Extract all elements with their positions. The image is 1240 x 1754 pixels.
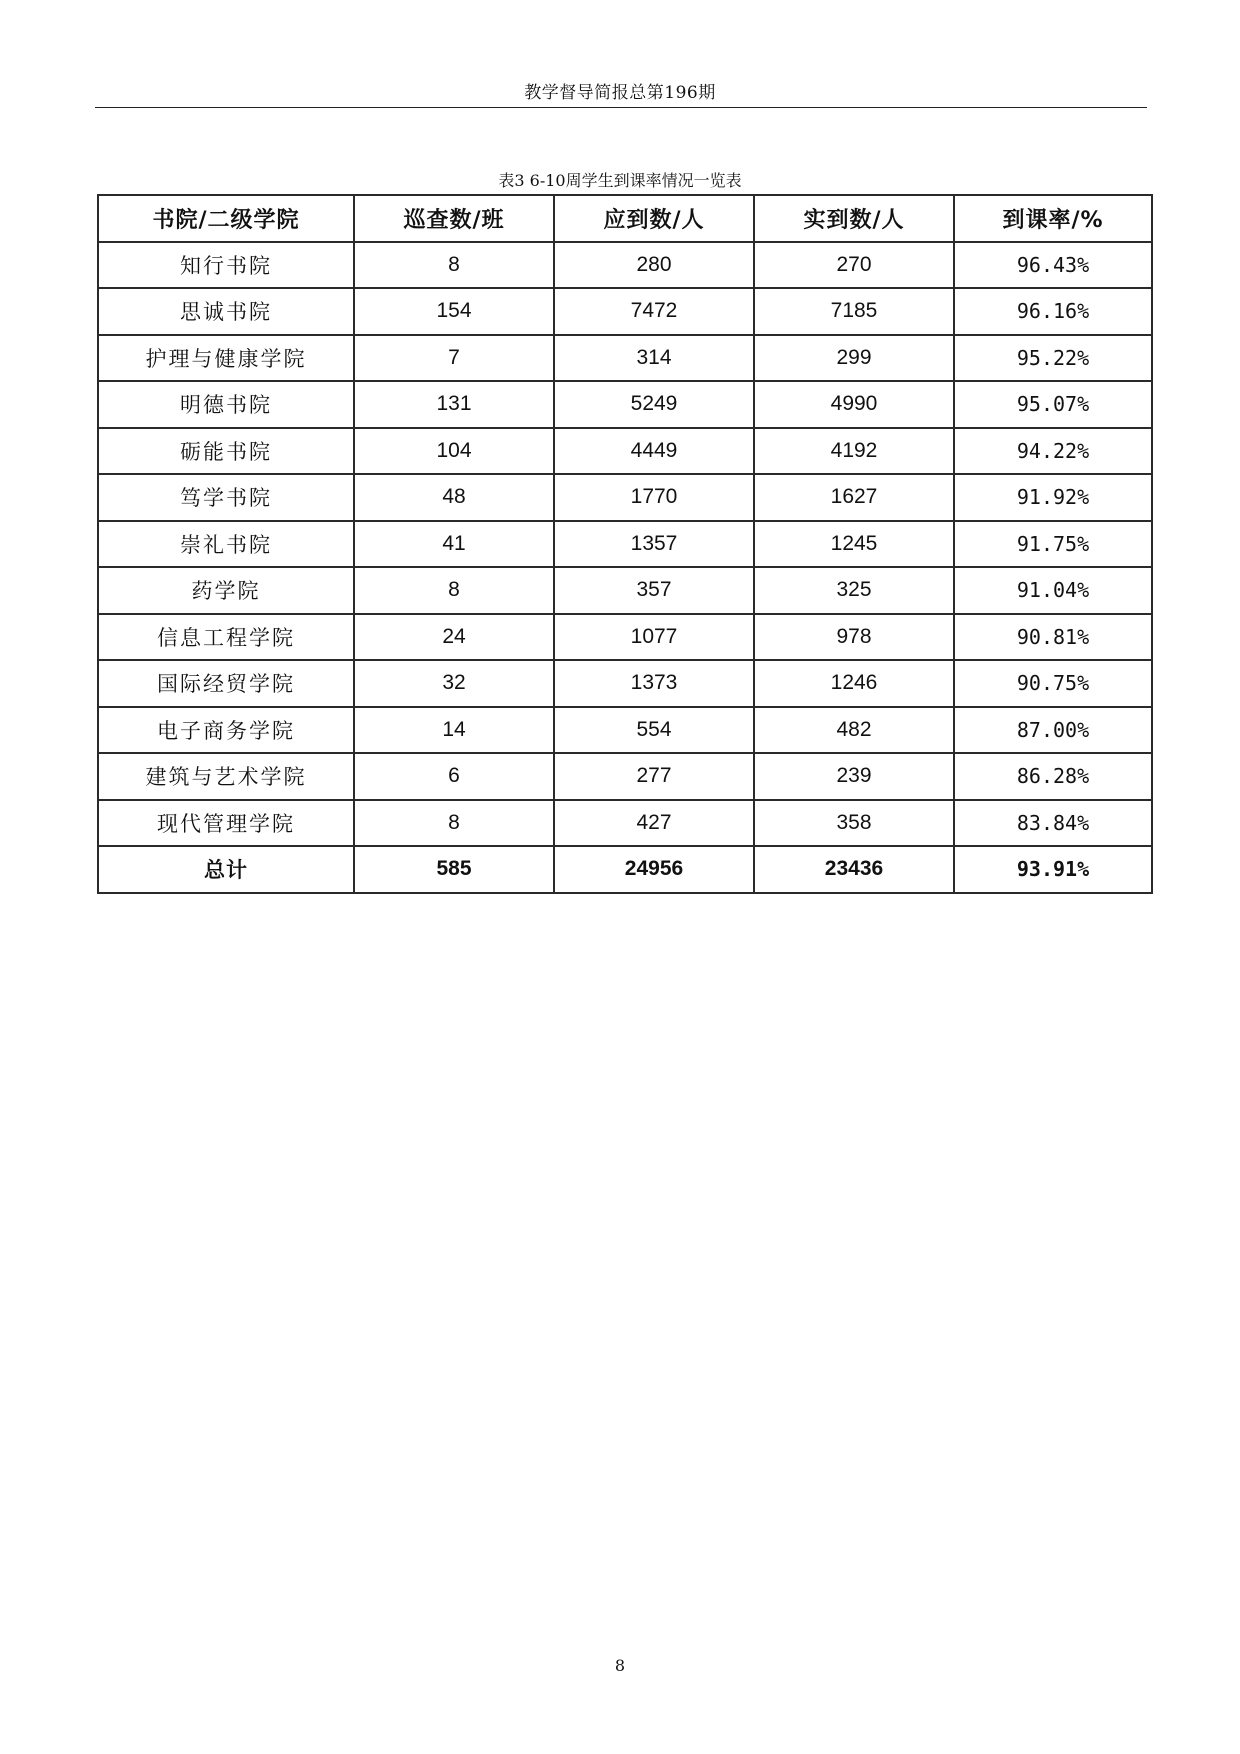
column-header-college: 书院/二级学院 <box>98 195 354 242</box>
column-header-rate: 到课率/% <box>954 195 1152 242</box>
rate-cell: 86.28% <box>954 753 1152 800</box>
table-row <box>98 521 1152 568</box>
expected-cell: 5249 <box>554 381 754 428</box>
total-label-cell: 总计 <box>98 846 354 893</box>
actual-cell: 299 <box>754 335 954 382</box>
expected-cell: 1373 <box>554 660 754 707</box>
patrols-cell: 32 <box>354 660 554 707</box>
total-patrols-cell: 585 <box>354 846 554 893</box>
patrols-cell: 104 <box>354 428 554 475</box>
patrols-cell: 24 <box>354 614 554 661</box>
header-divider <box>95 107 1147 108</box>
table-row <box>98 381 1152 428</box>
patrols-cell: 8 <box>354 567 554 614</box>
college-name-cell: 电子商务学院 <box>98 707 354 754</box>
actual-cell: 978 <box>754 614 954 661</box>
college-name-cell: 药学院 <box>98 567 354 614</box>
rate-cell: 90.81% <box>954 614 1152 661</box>
college-name-cell: 建筑与艺术学院 <box>98 753 354 800</box>
college-name-cell: 崇礼书院 <box>98 521 354 568</box>
table-row <box>98 288 1152 335</box>
patrols-cell: 48 <box>354 474 554 521</box>
patrols-cell: 131 <box>354 381 554 428</box>
college-name-cell: 笃学书院 <box>98 474 354 521</box>
rate-cell: 83.84% <box>954 800 1152 847</box>
expected-cell: 1357 <box>554 521 754 568</box>
patrols-cell: 7 <box>354 335 554 382</box>
actual-cell: 325 <box>754 567 954 614</box>
actual-cell: 1245 <box>754 521 954 568</box>
patrols-cell: 6 <box>354 753 554 800</box>
table-row <box>98 335 1152 382</box>
college-name-cell: 知行书院 <box>98 242 354 289</box>
college-name-cell: 护理与健康学院 <box>98 335 354 382</box>
page-header-title: 教学督导简报总第196期 <box>524 83 716 103</box>
patrols-cell: 8 <box>354 800 554 847</box>
college-name-cell: 现代管理学院 <box>98 800 354 847</box>
rate-cell: 91.04% <box>954 567 1152 614</box>
total-actual-cell: 23436 <box>754 846 954 893</box>
expected-cell: 314 <box>554 335 754 382</box>
rate-cell: 94.22% <box>954 428 1152 475</box>
page-number: 8 <box>614 1656 626 1675</box>
expected-cell: 7472 <box>554 288 754 335</box>
patrols-cell: 14 <box>354 707 554 754</box>
college-name-cell: 思诚书院 <box>98 288 354 335</box>
table-caption: 表3 6-10周学生到课率情况一览表 <box>498 171 742 190</box>
table-row <box>98 800 1152 847</box>
expected-cell: 280 <box>554 242 754 289</box>
table-row <box>98 614 1152 661</box>
rate-cell: 96.43% <box>954 242 1152 289</box>
actual-cell: 4192 <box>754 428 954 475</box>
table-row <box>98 707 1152 754</box>
table-row <box>98 428 1152 475</box>
expected-cell: 277 <box>554 753 754 800</box>
actual-cell: 1246 <box>754 660 954 707</box>
total-row <box>98 846 1152 893</box>
rate-cell: 87.00% <box>954 707 1152 754</box>
actual-cell: 239 <box>754 753 954 800</box>
patrols-cell: 154 <box>354 288 554 335</box>
table-row <box>98 753 1152 800</box>
column-header-expected: 应到数/人 <box>554 195 754 242</box>
patrols-cell: 8 <box>354 242 554 289</box>
expected-cell: 1770 <box>554 474 754 521</box>
total-rate-cell: 93.91% <box>954 846 1152 893</box>
total-expected-cell: 24956 <box>554 846 754 893</box>
college-name-cell: 信息工程学院 <box>98 614 354 661</box>
attendance-table <box>97 194 1153 894</box>
rate-cell: 91.92% <box>954 474 1152 521</box>
table-header-row <box>98 195 1152 242</box>
expected-cell: 1077 <box>554 614 754 661</box>
column-header-patrols: 巡查数/班 <box>354 195 554 242</box>
expected-cell: 427 <box>554 800 754 847</box>
actual-cell: 358 <box>754 800 954 847</box>
rate-cell: 95.22% <box>954 335 1152 382</box>
college-name-cell: 明德书院 <box>98 381 354 428</box>
actual-cell: 270 <box>754 242 954 289</box>
table-row <box>98 474 1152 521</box>
table-row <box>98 242 1152 289</box>
college-name-cell: 砺能书院 <box>98 428 354 475</box>
actual-cell: 1627 <box>754 474 954 521</box>
actual-cell: 7185 <box>754 288 954 335</box>
rate-cell: 90.75% <box>954 660 1152 707</box>
column-header-actual: 实到数/人 <box>754 195 954 242</box>
actual-cell: 482 <box>754 707 954 754</box>
rate-cell: 96.16% <box>954 288 1152 335</box>
actual-cell: 4990 <box>754 381 954 428</box>
expected-cell: 4449 <box>554 428 754 475</box>
rate-cell: 91.75% <box>954 521 1152 568</box>
college-name-cell: 国际经贸学院 <box>98 660 354 707</box>
patrols-cell: 41 <box>354 521 554 568</box>
expected-cell: 554 <box>554 707 754 754</box>
expected-cell: 357 <box>554 567 754 614</box>
table-row <box>98 660 1152 707</box>
rate-cell: 95.07% <box>954 381 1152 428</box>
table-row <box>98 567 1152 614</box>
